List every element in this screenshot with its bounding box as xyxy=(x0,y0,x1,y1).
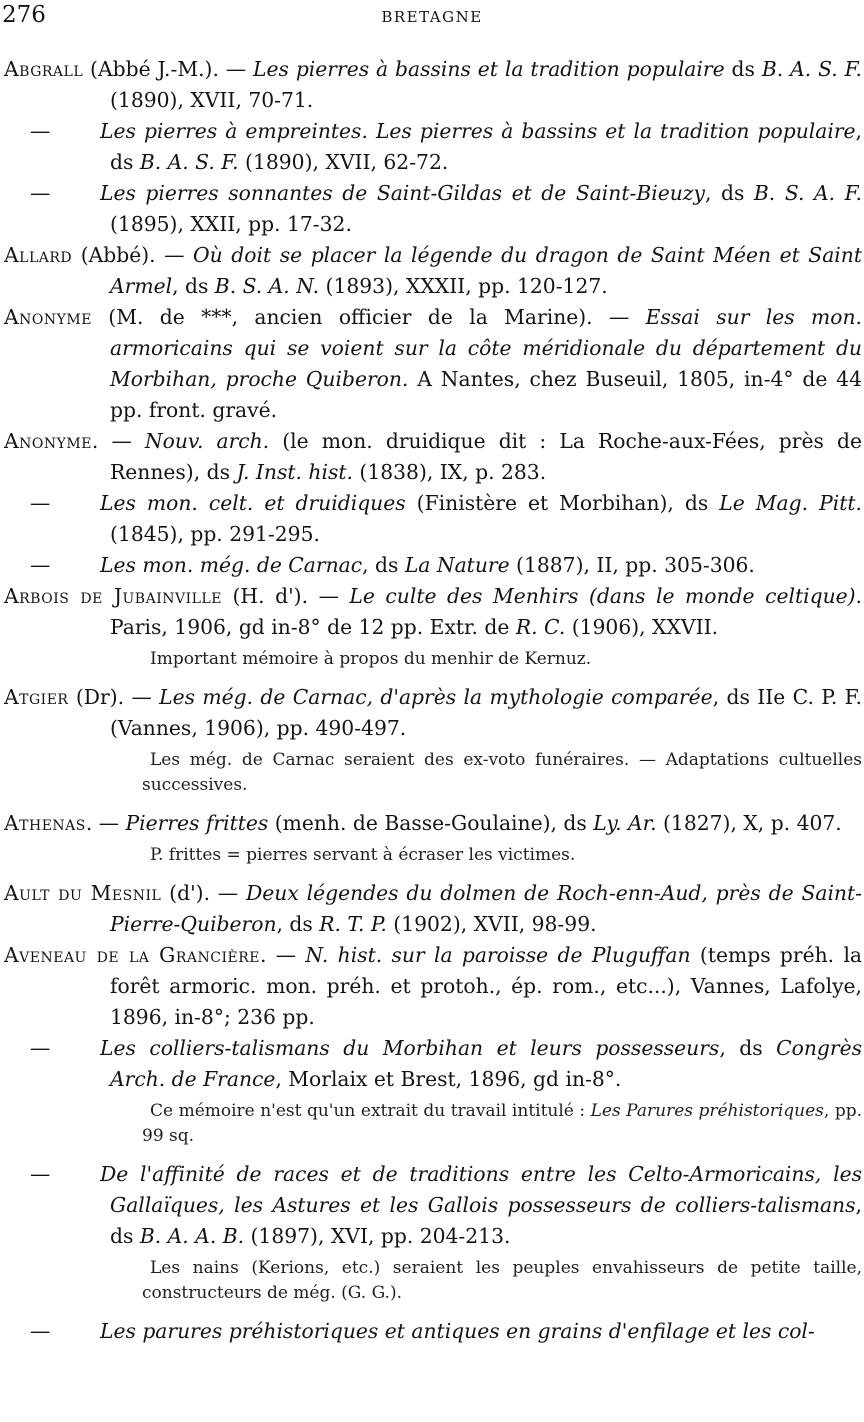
entry-source: B. S. A. N. xyxy=(214,274,320,298)
bib-entry: Abgrall (Abbé J.-M.). — Les pierres à bassins et la tradition populaire ds B. A. S. F. (1890), XVII, 70-71. xyxy=(4,57,862,112)
bib-entry: — Les mon. celt. et druidiques (Finistère et Morbihan), ds Le Mag. Pitt. (1845), pp. 291-295. xyxy=(30,491,862,546)
annotation-note: Ce mémoire n'est qu'un extrait du travail intitulé : Les Parures préhistoriques, pp. 99 sq. xyxy=(142,1101,862,1146)
bib-entry: Aveneau de la Grancière. — N. hist. sur la paroisse de Pluguffan (temps préh. la forêt armoric. mon. préh. et protoh., ép. rom., etc...), Vannes, Lafolye, 1896, in-8°; 236 pp. xyxy=(4,943,863,1029)
page-number: 276 xyxy=(2,2,46,28)
entry-source: B. A. A. B. xyxy=(139,1224,245,1248)
entry-author: Allard xyxy=(4,243,73,267)
entry-source: B. S. A. F. xyxy=(753,181,862,205)
entry-title: Les pierres sonnantes de Saint-Gildas et de Saint-Bieuzy xyxy=(100,181,705,205)
entry-author: Arbois de Jubainville xyxy=(4,584,222,608)
entry-title: Le culte des Menhirs (dans le monde celtique) xyxy=(349,584,856,608)
bib-entry: — Les mon. még. de Carnac, ds La Nature (1887), II, pp. 305-306. xyxy=(30,553,755,577)
bib-entry: Atgier (Dr). — Les még. de Carnac, d'après la mythologie comparée, ds IIe C. P. F. (Vannes, 1906), pp. 490-497. xyxy=(4,685,862,740)
entry-source: R. T. P. xyxy=(319,912,387,936)
entry-author: Ault du Mesnil xyxy=(4,881,162,905)
entry-source: R. C. xyxy=(515,615,566,639)
bib-entry: Allard (Abbé). — Où doit se placer la légende du dragon de Saint Méen et Saint Armel, ds B. S. A. N. (1893), XXXII, pp. 120-127. xyxy=(4,243,862,298)
entry-author: Anonyme xyxy=(4,305,92,329)
entry-author: Anonyme xyxy=(4,429,92,453)
entry-title: Où doit se placer la légende du dragon de Saint Méen et Saint Armel xyxy=(110,243,862,298)
running-title: BRETAGNE xyxy=(381,8,483,26)
bib-entry: — De l'affinité de races et de traditions entre les Celto-Armoricains, les Gallaïques, les Astures et les Gallois possesseurs de colliers-talismans, ds B. A. A. B. (1897), XVI, pp. 204-213. xyxy=(30,1162,862,1248)
entry-source: J. Inst. hist. xyxy=(236,460,353,484)
entry-title: Essai sur les mon. armoricains qui se voient sur la côte méridionale du département du Morbihan, proche Quiberon. xyxy=(110,305,862,391)
bib-entry: Arbois de Jubainville (H. d'). — Le culte des Menhirs (dans le monde celtique). Paris, 1906, gd in-8° de 12 pp. Extr. de R. C. (1906), XXVII. xyxy=(4,584,862,639)
entry-title: Deux légendes du dolmen de Roch-enn-Aud, près de Saint-Pierre-Quiberon xyxy=(110,881,862,936)
bibliography-text xyxy=(4,54,862,1347)
bib-entry: Anonyme. — Nouv. arch. (le mon. druidique dit : La Roche-aux-Fées, près de Rennes), ds J. Inst. hist. (1838), IX, p. 283. xyxy=(4,429,862,484)
entry-title: Les pierres à empreintes. Les pierres à bassins et la tradition populaire xyxy=(100,119,856,143)
entry-source: B. A. S. F. xyxy=(761,57,862,81)
entry-title: Pierres frittes xyxy=(125,811,269,835)
annotation-note: P. frittes = pierres servant à écraser les victimes. xyxy=(150,845,576,865)
bib-entry: — Les parures préhistoriques et antiques en grains d'enfilage et les col- xyxy=(30,1319,815,1343)
annotation-note: Important mémoire à propos du menhir de Kernuz. xyxy=(150,649,592,669)
annotation-note: Les még. de Carnac seraient des ex-voto funéraires. — Adaptations cultuelles successives. xyxy=(142,750,862,795)
entry-title: Les mon. celt. et druidiques xyxy=(100,491,406,515)
entry-author: Aveneau de la Grancière xyxy=(4,943,261,967)
bib-entry: Anonyme (M. de ***, ancien officier de la Marine). — Essai sur les mon. armoricains qui se voient sur la côte méridionale du département du Morbihan, proche Quiberon. A Nantes, chez Buseuil, 1805, in-4° de 44 pp. front. gravé. xyxy=(4,305,862,422)
annotation-note: Les nains (Kerions, etc.) seraient les peuples envahisseurs de petite taille, constructeurs de még. (G. G.). xyxy=(142,1258,862,1303)
page-header xyxy=(0,2,864,32)
entry-title: De l'affinité de races et de traditions entre les Celto-Armoricains, les Gallaïques, les Astures et les Gallois possesseurs de colliers-talismans xyxy=(100,1162,862,1217)
entry-author: Athenas xyxy=(4,811,86,835)
entry-title: Les még. de Carnac, d'après la mythologie comparée xyxy=(159,685,713,709)
entry-title: N. hist. sur la paroisse de Pluguffan xyxy=(305,943,691,967)
entry-author: Abgrall xyxy=(4,57,84,81)
entry-author: Atgier xyxy=(4,685,69,709)
entry-source: La Nature xyxy=(404,553,510,577)
entry-source: Ly. Ar. xyxy=(593,811,657,835)
entry-title: Les pierres à bassins et la tradition populaire xyxy=(253,57,725,81)
bib-entry: — Les pierres à empreintes. Les pierres à bassins et la tradition populaire, ds B. A. S. F. (1890), XVII, 62-72. xyxy=(30,119,862,174)
entry-title: Les colliers-talismans du Morbihan et leurs possesseurs xyxy=(100,1036,720,1060)
entry-title: Les mon. még. de Carnac xyxy=(100,553,363,577)
entry-source: B. A. S. F. xyxy=(139,150,239,174)
bib-entry: — Les pierres sonnantes de Saint-Gildas et de Saint-Bieuzy, ds B. S. A. F. (1895), XXII, pp. 17-32. xyxy=(30,181,862,236)
entry-title: Les parures préhistoriques et antiques en grains d'enfilage et les col- xyxy=(100,1319,815,1343)
entry-source: Le Mag. Pitt. xyxy=(719,491,862,515)
bib-entry: — Les colliers-talismans du Morbihan et leurs possesseurs, ds Congrès Arch. de France, Morlaix et Brest, 1896, gd in-8°. xyxy=(30,1036,863,1091)
entry-title: Nouv. arch. xyxy=(144,429,270,453)
bib-entry: Ault du Mesnil (d'). — Deux légendes du dolmen de Roch-enn-Aud, près de Saint-Pierre-Quiberon, ds R. T. P. (1902), XVII, 98-99. xyxy=(4,881,862,936)
bib-entry: Athenas. — Pierres frittes (menh. de Basse-Goulaine), ds Ly. Ar. (1827), X, p. 407. xyxy=(4,811,842,835)
entry-source: Congrès Arch. de France xyxy=(110,1036,863,1091)
